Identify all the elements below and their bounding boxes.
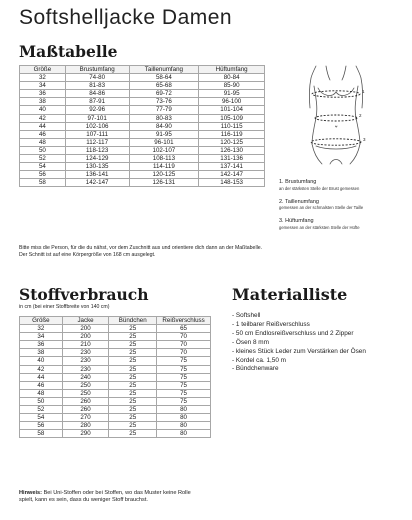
table-cell: 80 (157, 430, 211, 438)
table-cell: 54 (20, 163, 66, 171)
table-cell: 48 (20, 138, 66, 146)
table-cell: 126-131 (129, 179, 199, 187)
size-table-row (20, 155, 265, 163)
table-cell: 116-119 (199, 130, 265, 138)
table-cell: 25 (109, 373, 157, 381)
table-cell: 120-125 (129, 171, 199, 179)
table-cell: 25 (109, 325, 157, 333)
table-cell: 114-119 (129, 163, 199, 171)
table-cell: 240 (62, 373, 109, 381)
table-cell: 32 (20, 325, 63, 333)
material-item: - Softshell (232, 312, 261, 319)
table-cell: 25 (109, 430, 157, 438)
legend-item (279, 199, 412, 211)
table-cell: 25 (109, 333, 157, 341)
table-cell: 92-96 (65, 106, 129, 114)
material-item: - Kordel ca. 1,50 m (232, 356, 286, 364)
table-cell: 108-113 (129, 155, 199, 163)
hint-text: Bei Uni-Stoffen oder bei Stoffen, wo das Muster keine Rolle (42, 490, 191, 496)
size-table-header-row (20, 66, 265, 74)
table-cell: 58-64 (129, 74, 199, 82)
table-cell: 25 (109, 406, 157, 414)
size-table-row (20, 179, 265, 187)
fabric-table-subtitle: in cm (bei einer Stoffbreite von 140 cm) (19, 304, 110, 310)
material-item: - 50 cm Endlosreißverschluss und 2 Zipper (232, 329, 354, 337)
page-title: Softshelljacke Damen (19, 6, 233, 29)
table-cell: 270 (62, 414, 109, 422)
material-item: - Bündchenware (232, 365, 279, 373)
fabric-table-row (20, 397, 211, 405)
table-cell: 250 (62, 381, 109, 389)
fabric-table-row (20, 357, 211, 365)
table-cell: 44 (20, 373, 63, 381)
table-cell: 101-104 (199, 106, 265, 114)
legend-detail: gemessen an der stärksten Stelle der Hüfte (279, 224, 360, 230)
size-table-row (20, 163, 265, 171)
size-table-row (20, 122, 265, 130)
table-cell: 260 (62, 406, 109, 414)
table-cell: 74-80 (65, 74, 129, 82)
table-cell: 126-130 (199, 146, 265, 154)
legend-number: 3. (279, 218, 284, 224)
fabric-hint (19, 490, 279, 504)
legend-detail: an der stärksten Stelle der Brust gemessen (279, 185, 360, 191)
table-cell: 81-83 (65, 82, 129, 90)
table-cell: 102-106 (65, 122, 129, 130)
table-cell: 52 (20, 155, 66, 163)
fabric-table-row (20, 341, 211, 349)
table-cell: 46 (20, 381, 63, 389)
table-cell: 107-111 (65, 130, 129, 138)
fabric-table-row (20, 389, 211, 397)
table-cell: 56 (20, 171, 66, 179)
table-cell: 34 (20, 82, 66, 90)
table-cell: 25 (109, 365, 157, 373)
table-cell: 54 (20, 414, 63, 422)
table-cell: 87-91 (65, 98, 129, 106)
size-table-row (20, 74, 265, 82)
table-cell: 65 (157, 325, 211, 333)
table-cell: 200 (62, 325, 109, 333)
table-cell: 50 (20, 146, 66, 154)
table-cell: 120-125 (199, 138, 265, 146)
table-cell: 102-107 (129, 146, 199, 154)
table-cell: 112-117 (65, 138, 129, 146)
fabric-table-row (20, 373, 211, 381)
fabric-table (19, 316, 211, 438)
table-cell: 75 (157, 365, 211, 373)
table-cell: 75 (157, 373, 211, 381)
size-table-row (20, 138, 265, 146)
table-cell: 142-147 (199, 171, 265, 179)
svg-text:3: 3 (363, 137, 366, 142)
column-header: Jacke (62, 317, 109, 325)
legend-item (279, 218, 412, 230)
materials-list (232, 312, 410, 374)
size-table-row (20, 130, 265, 138)
table-cell: 46 (20, 130, 66, 138)
size-table-row (20, 171, 265, 179)
svg-text:2: 2 (359, 113, 362, 118)
hint-text: spielt, kann es sein, dass du weniger Stoff brauchst. (19, 497, 148, 504)
table-cell: 70 (157, 333, 211, 341)
table-cell: 80-83 (129, 114, 199, 122)
table-cell: 230 (62, 365, 109, 373)
table-cell: 58 (20, 179, 66, 187)
column-header: Brustumfang (65, 66, 129, 74)
table-cell: 25 (109, 414, 157, 422)
fabric-table-row (20, 325, 211, 333)
table-cell: 70 (157, 341, 211, 349)
table-cell: 38 (20, 98, 66, 106)
svg-text:1: 1 (362, 89, 365, 94)
table-cell: 131-136 (199, 155, 265, 163)
size-table-heading: Maßtabelle (19, 42, 118, 61)
table-cell: 75 (157, 397, 211, 405)
table-cell: 77-79 (129, 106, 199, 114)
table-cell: 42 (20, 114, 66, 122)
table-cell: 25 (109, 397, 157, 405)
table-cell: 84-90 (129, 122, 199, 130)
table-cell: 142-147 (65, 179, 129, 187)
fabric-table-row (20, 414, 211, 422)
table-cell: 48 (20, 389, 63, 397)
legend-item (279, 179, 412, 191)
table-cell: 136-141 (65, 171, 129, 179)
table-cell: 91-95 (129, 130, 199, 138)
table-cell: 36 (20, 90, 66, 98)
table-cell: 280 (62, 422, 109, 430)
table-cell: 25 (109, 349, 157, 357)
size-table-row (20, 106, 265, 114)
table-cell: 85-90 (199, 82, 265, 90)
table-cell: 80 (157, 422, 211, 430)
column-header: Hüftumfang (199, 66, 265, 74)
size-table-row (20, 82, 265, 90)
legend-label: Hüftumfang (285, 218, 314, 224)
table-cell: 84-86 (65, 90, 129, 98)
table-cell: 58 (20, 430, 63, 438)
table-cell: 25 (109, 389, 157, 397)
table-cell: 69-72 (129, 90, 199, 98)
fabric-table-row (20, 333, 211, 341)
table-cell: 40 (20, 357, 63, 365)
table-cell: 105-109 (199, 114, 265, 122)
hint-label: Hinweis: (19, 490, 43, 496)
fabric-table-row (20, 365, 211, 373)
materials-heading: Materialliste (232, 285, 348, 304)
size-table (19, 65, 265, 187)
table-cell: 70 (157, 349, 211, 357)
table-cell: 80-84 (199, 74, 265, 82)
note-line: Der Schnitt ist auf eine Körpergröße von 168 cm ausgelegt. (19, 252, 156, 258)
table-cell: 44 (20, 122, 66, 130)
table-cell: 75 (157, 381, 211, 389)
fabric-table-header-row (20, 317, 211, 325)
fabric-table-row (20, 406, 211, 414)
fabric-table-row (20, 422, 211, 430)
column-header: Bündchen (109, 317, 157, 325)
column-header: Größe (20, 317, 63, 325)
column-header: Größe (20, 66, 66, 74)
table-cell: 65-68 (129, 82, 199, 90)
table-cell: 52 (20, 406, 63, 414)
body-measurement-illustration (300, 64, 372, 166)
size-table-row (20, 146, 265, 154)
table-cell: 40 (20, 106, 66, 114)
legend-number: 2. (279, 198, 284, 205)
table-cell: 137-141 (199, 163, 265, 171)
table-cell: 32 (20, 74, 66, 82)
table-cell: 25 (109, 381, 157, 389)
table-cell: 148-153 (199, 179, 265, 187)
table-cell: 96-101 (129, 138, 199, 146)
table-cell: 230 (62, 357, 109, 365)
table-cell: 73-76 (129, 98, 199, 106)
table-cell: 130-135 (65, 163, 129, 171)
table-cell: 97-101 (65, 114, 129, 122)
table-cell: 42 (20, 365, 63, 373)
size-table-row (20, 114, 265, 122)
table-cell: 110-115 (199, 122, 265, 130)
legend-label: Taillenumfang (285, 198, 319, 205)
table-cell: 250 (62, 389, 109, 397)
table-cell: 80 (157, 406, 211, 414)
note-line: Bitte miss die Person, für die du nähst, vor dem Zuschnitt aus und orientiere dich dann an der Maßtabelle. (19, 245, 263, 251)
column-header: Taillenumfang (129, 66, 199, 74)
legend-detail: gemessen an der schmalsten Stelle der Taille (279, 205, 364, 210)
material-item: - 1 teilbarer Reißverschluss (232, 320, 310, 328)
material-item: - Ösen 8 mm (232, 338, 269, 346)
table-cell: 34 (20, 333, 63, 341)
table-cell: 50 (20, 397, 63, 405)
table-cell: 96-100 (199, 98, 265, 106)
fabric-table-row (20, 381, 211, 389)
material-item: - kleines Stück Leder zum Verstärken der Ösen (232, 347, 366, 355)
fabric-table-row (20, 349, 211, 357)
table-cell: 38 (20, 349, 63, 357)
measure-legend (279, 179, 412, 230)
table-cell: 260 (62, 397, 109, 405)
table-cell: 25 (109, 341, 157, 349)
table-cell: 56 (20, 422, 63, 430)
column-header: Reißverschluss (157, 317, 211, 325)
size-table-note (19, 245, 412, 259)
legend-label: Brustumfang (285, 179, 317, 185)
table-cell: 118-123 (65, 146, 129, 154)
table-cell: 75 (157, 389, 211, 397)
size-table-row (20, 90, 265, 98)
table-cell: 210 (62, 341, 109, 349)
table-cell: 80 (157, 414, 211, 422)
table-cell: 200 (62, 333, 109, 341)
table-cell: 91-95 (199, 90, 265, 98)
legend-number: 1. (279, 179, 284, 185)
fabric-table-row (20, 430, 211, 438)
table-cell: 124-129 (65, 155, 129, 163)
table-cell: 230 (62, 349, 109, 357)
size-table-row (20, 98, 265, 106)
table-cell: 25 (109, 357, 157, 365)
table-cell: 36 (20, 341, 63, 349)
table-cell: 290 (62, 430, 109, 438)
table-cell: 75 (157, 357, 211, 365)
fabric-table-heading: Stoffverbrauch (19, 285, 149, 304)
table-cell: 25 (109, 422, 157, 430)
